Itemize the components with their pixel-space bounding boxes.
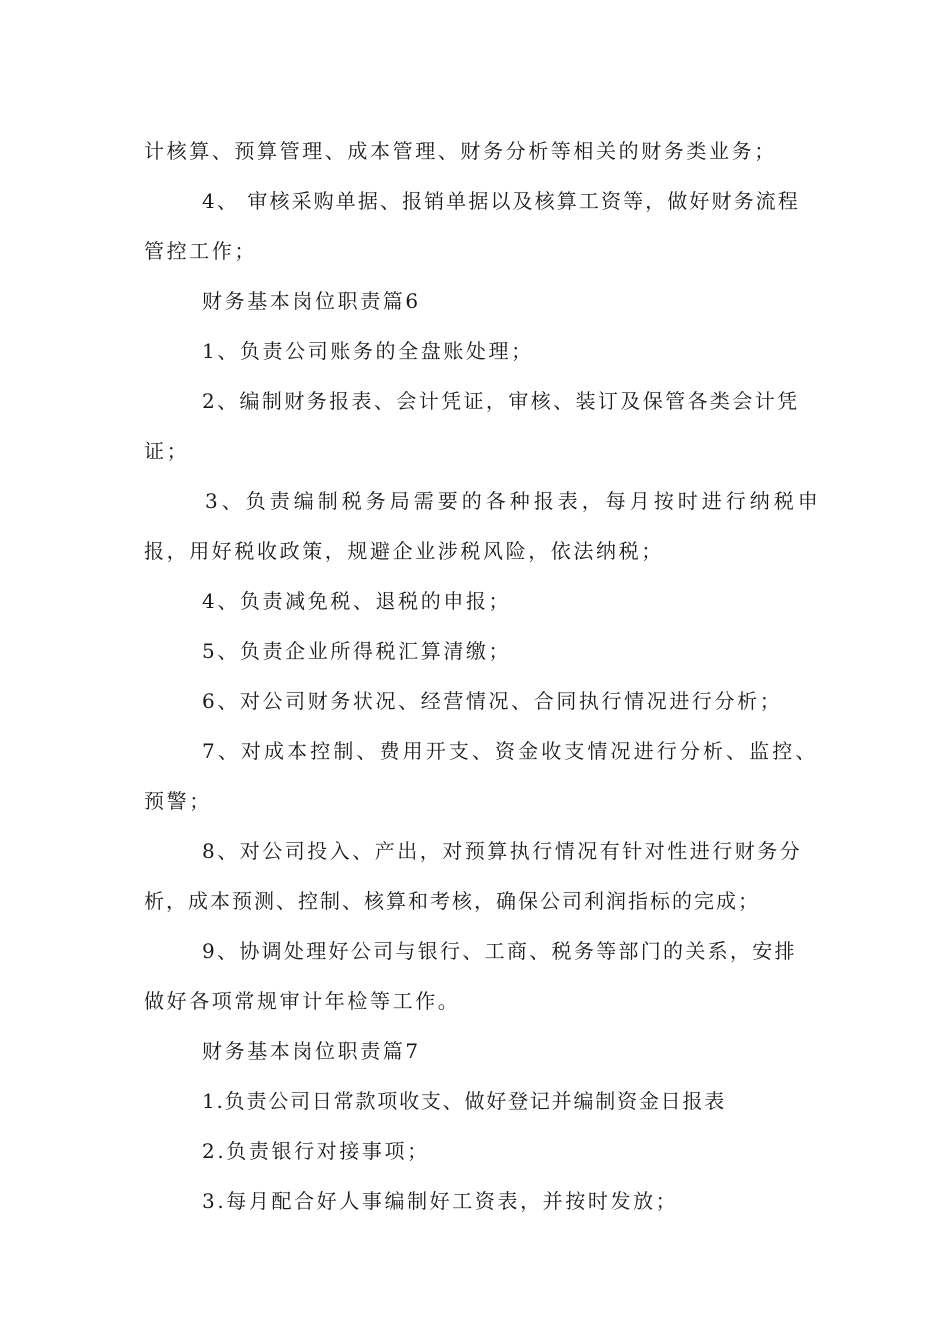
text-line: 做好各项常规审计年检等工作。 bbox=[144, 989, 461, 1013]
text-line: 报，用好税收政策，规避企业涉税风险，依法纳税； bbox=[144, 539, 664, 563]
text-line: 1、负责公司账务的全盘账处理； bbox=[202, 339, 534, 363]
text-line: 管控工作； bbox=[144, 239, 257, 263]
text-line: 5、负责企业所得税汇算清缴； bbox=[202, 639, 512, 663]
text-line: 计核算、预算管理、成本管理、财务分析等相关的财务类业务； bbox=[144, 139, 777, 163]
text-line: 1.负责公司日常款项收支、做好登记并编制资金日报表 bbox=[202, 1089, 727, 1113]
section-heading: 财务基本岗位职责篇6 bbox=[202, 289, 421, 313]
text-line: 证； bbox=[144, 439, 190, 463]
text-line: 4、负责减免税、退税的申报； bbox=[202, 589, 512, 613]
text-line: 7、对成本控制、费用开支、资金收支情况进行分析、监控、 bbox=[202, 739, 819, 763]
text-line: 8、对公司投入、产出，对预算执行情况有针对性进行财务分 bbox=[202, 839, 803, 863]
text-line: 2、编制财务报表、会计凭证，审核、装订及保管各类会计凭 bbox=[202, 389, 800, 413]
text-line: 2.负责银行对接事项； bbox=[202, 1139, 430, 1163]
text-line: 3.每月配合好人事编制好工资表，并按时发放； bbox=[202, 1189, 679, 1213]
text-line: 4、 审核采购单据、报销单据以及核算工资等，做好财务流程 bbox=[202, 189, 800, 213]
text-line: 9、协调处理好公司与银行、工商、税务等部门的关系，安排 bbox=[202, 939, 797, 963]
text-line: 预警； bbox=[144, 789, 212, 813]
text-line: 6、对公司财务状况、经营情况、合同执行情况进行分析； bbox=[202, 689, 783, 713]
section-heading: 财务基本岗位职责篇7 bbox=[202, 1039, 421, 1063]
text-line: 析，成本预测、控制、核算和考核，确保公司利润指标的完成； bbox=[144, 889, 760, 913]
text-line: 3、负责编制税务局需要的各种报表，每月按时进行纳税申 bbox=[205, 489, 822, 513]
